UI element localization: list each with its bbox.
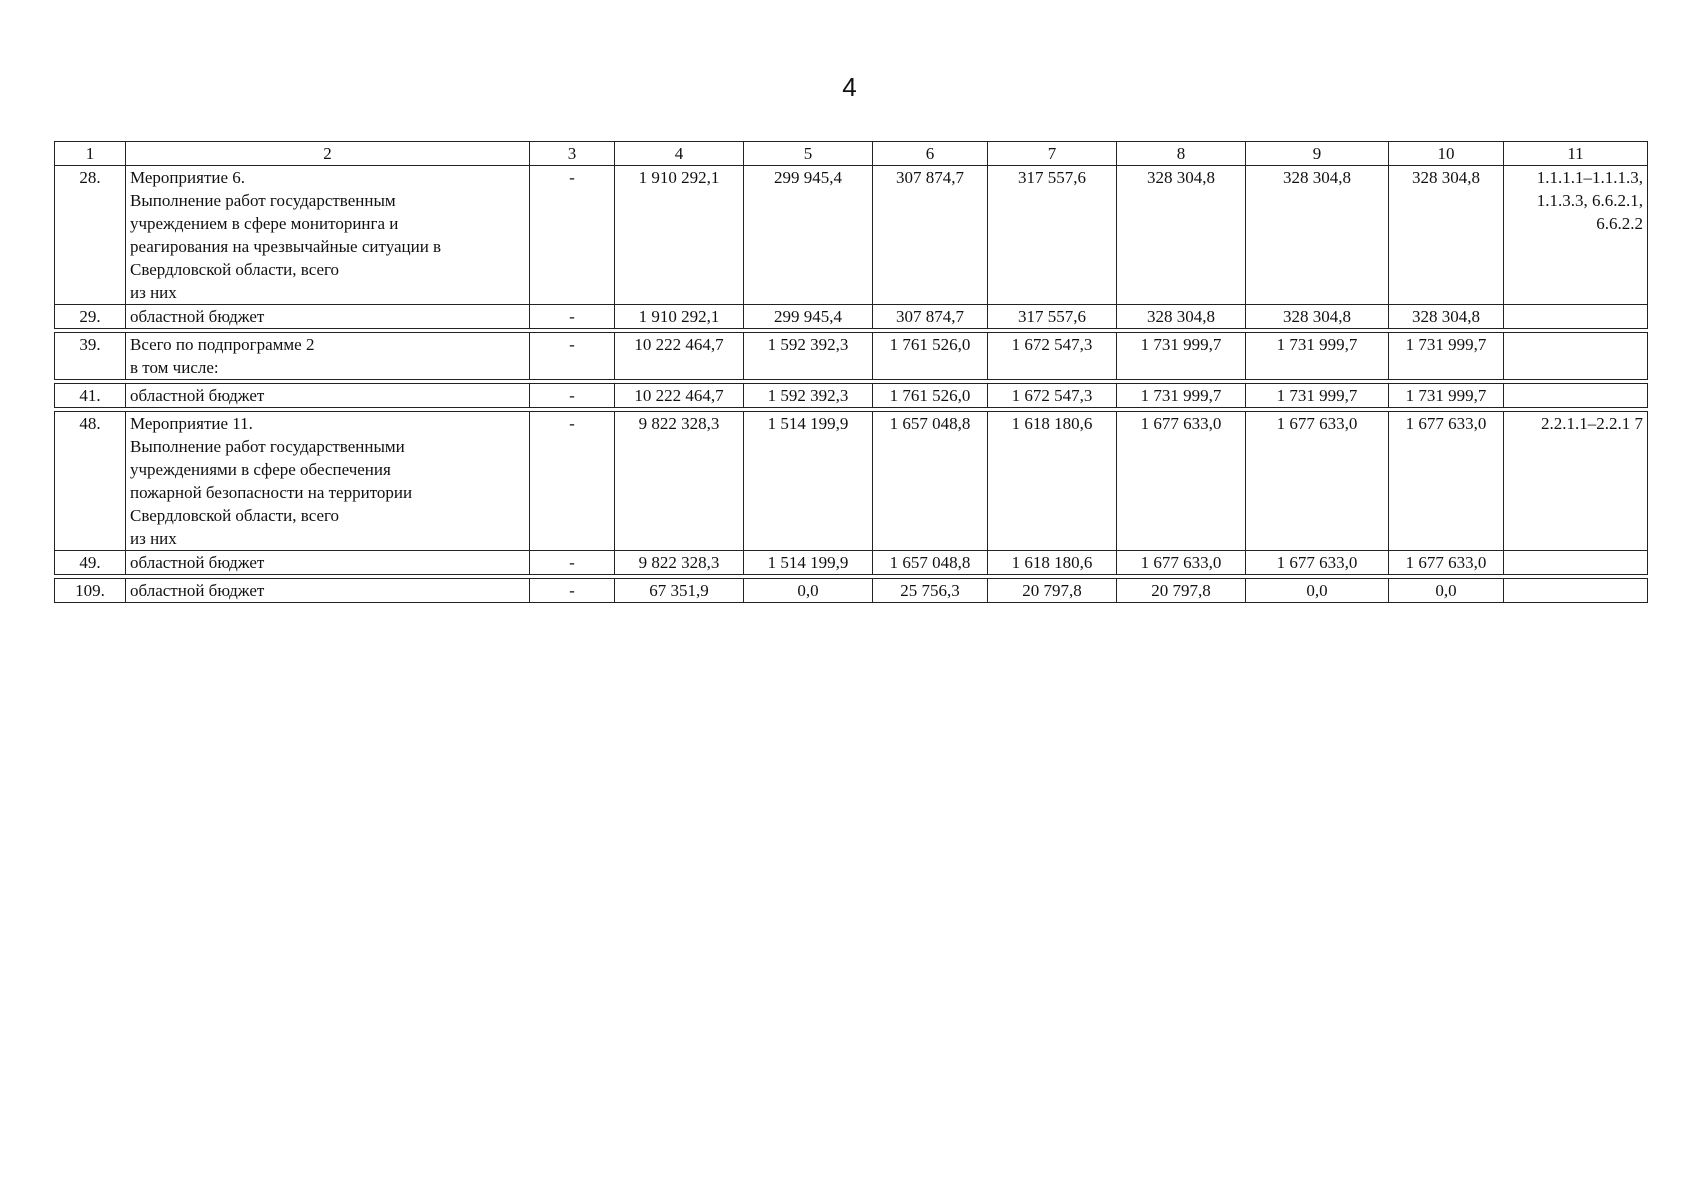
value-cell: 328 304,8 (1246, 166, 1389, 305)
row-name-line: пожарной безопасности на территории (130, 483, 413, 502)
value-cell: 1 618 180,6 (988, 551, 1117, 575)
value-cell: 328 304,8 (1117, 305, 1246, 329)
header-row (55, 142, 1648, 166)
value-cell: 1 672 547,3 (988, 384, 1117, 408)
row-reference (1504, 384, 1648, 408)
row-number: 49. (55, 551, 126, 575)
value-cell: 1 677 633,0 (1389, 412, 1504, 551)
header-cell: 5 (744, 142, 873, 166)
row-name (126, 305, 530, 329)
reference-line: 2.2.1.1–2.2.1 7 (1541, 414, 1643, 433)
row-reference (1504, 551, 1648, 575)
row-col3: - (530, 384, 615, 408)
header-cell: 4 (615, 142, 744, 166)
value-cell: 9 822 328,3 (615, 412, 744, 551)
row-reference (1504, 166, 1648, 305)
value-cell: 317 557,6 (988, 166, 1117, 305)
value-cell: 1 672 547,3 (988, 333, 1117, 380)
value-cell: 10 222 464,7 (615, 333, 744, 380)
row-number: 39. (55, 333, 126, 380)
row-col3: - (530, 166, 615, 305)
header-cell: 6 (873, 142, 988, 166)
value-cell: 1 677 633,0 (1117, 551, 1246, 575)
row-name (126, 551, 530, 575)
value-cell: 328 304,8 (1389, 166, 1504, 305)
value-cell: 1 592 392,3 (744, 384, 873, 408)
reference-line: 1.1.3.3, 6.6.2.1, (1536, 191, 1643, 210)
table-row (55, 551, 1648, 575)
row-reference (1504, 579, 1648, 603)
row-name-line: областной бюджет (130, 307, 265, 326)
header-cell: 8 (1117, 142, 1246, 166)
row-col3: - (530, 333, 615, 380)
row-col3: - (530, 305, 615, 329)
table-row (55, 305, 1648, 329)
row-number: 48. (55, 412, 126, 551)
value-cell: 1 910 292,1 (615, 305, 744, 329)
value-cell: 1 677 633,0 (1117, 412, 1246, 551)
row-reference (1504, 333, 1648, 380)
row-reference (1504, 305, 1648, 329)
row-name-line: Мероприятие 6. (130, 168, 246, 187)
row-col3: - (530, 412, 615, 551)
row-number: 29. (55, 305, 126, 329)
value-cell: 20 797,8 (988, 579, 1117, 603)
row-name (126, 333, 530, 380)
value-cell: 1 731 999,7 (1246, 333, 1389, 380)
value-cell: 1 657 048,8 (873, 551, 988, 575)
value-cell: 1 731 999,7 (1389, 333, 1504, 380)
row-number: 109. (55, 579, 126, 603)
row-name-line: в том числе: (130, 358, 219, 377)
row-name-line: Выполнение работ государственными (130, 437, 405, 456)
header-cell: 1 (55, 142, 126, 166)
table-row (55, 166, 1648, 305)
value-cell: 307 874,7 (873, 305, 988, 329)
reference-line: 6.6.2.2 (1596, 214, 1643, 233)
row-number: 28. (55, 166, 126, 305)
value-cell: 1 677 633,0 (1246, 412, 1389, 551)
value-cell: 1 514 199,9 (744, 551, 873, 575)
value-cell: 1 731 999,7 (1117, 384, 1246, 408)
row-name-line: из них (130, 283, 177, 302)
header-cell: 9 (1246, 142, 1389, 166)
row-name (126, 579, 530, 603)
value-cell: 25 756,3 (873, 579, 988, 603)
value-cell: 1 731 999,7 (1389, 384, 1504, 408)
value-cell: 0,0 (1246, 579, 1389, 603)
value-cell: 1 592 392,3 (744, 333, 873, 380)
row-name (126, 412, 530, 551)
table-body (55, 142, 1648, 603)
value-cell: 1 514 199,9 (744, 412, 873, 551)
table-row (55, 384, 1648, 408)
value-cell: 67 351,9 (615, 579, 744, 603)
row-name-line: Мероприятие 11. (130, 414, 253, 433)
value-cell: 299 945,4 (744, 166, 873, 305)
header-cell: 2 (126, 142, 530, 166)
value-cell: 328 304,8 (1389, 305, 1504, 329)
value-cell: 1 761 526,0 (873, 333, 988, 380)
row-number: 41. (55, 384, 126, 408)
value-cell: 1 618 180,6 (988, 412, 1117, 551)
header-cell: 10 (1389, 142, 1504, 166)
row-name-line: Выполнение работ государственным (130, 191, 396, 210)
row-name-line: областной бюджет (130, 581, 265, 600)
row-name-line: областной бюджет (130, 553, 265, 572)
value-cell: 1 677 633,0 (1246, 551, 1389, 575)
reference-line: 1.1.1.1–1.1.1.3, (1536, 168, 1643, 187)
row-name-line: областной бюджет (130, 386, 265, 405)
value-cell: 307 874,7 (873, 166, 988, 305)
value-cell: 1 910 292,1 (615, 166, 744, 305)
page-number: 4 (842, 72, 857, 102)
row-col3: - (530, 551, 615, 575)
value-cell: 317 557,6 (988, 305, 1117, 329)
row-col3: - (530, 579, 615, 603)
value-cell: 20 797,8 (1117, 579, 1246, 603)
row-reference (1504, 412, 1648, 551)
row-name (126, 384, 530, 408)
value-cell: 299 945,4 (744, 305, 873, 329)
row-name-line: Всего по подпрограмме 2 (130, 335, 315, 354)
value-cell: 1 677 633,0 (1389, 551, 1504, 575)
row-name-line: Свердловской области, всего (130, 506, 340, 525)
row-name-line: учреждениями в сфере обеспечения (130, 460, 391, 479)
row-name (126, 166, 530, 305)
value-cell: 10 222 464,7 (615, 384, 744, 408)
row-name-line: реагирования на чрезвычайные ситуации в (130, 237, 442, 256)
table-row (55, 333, 1648, 380)
table-row (55, 412, 1648, 551)
value-cell: 9 822 328,3 (615, 551, 744, 575)
header-cell: 3 (530, 142, 615, 166)
header-cell: 7 (988, 142, 1117, 166)
value-cell: 1 731 999,7 (1246, 384, 1389, 408)
header-cell: 11 (1504, 142, 1648, 166)
row-name-line: из них (130, 529, 177, 548)
value-cell: 328 304,8 (1246, 305, 1389, 329)
table-row (55, 579, 1648, 603)
value-cell: 0,0 (1389, 579, 1504, 603)
budget-table (54, 141, 1648, 603)
value-cell: 328 304,8 (1117, 166, 1246, 305)
value-cell: 0,0 (744, 579, 873, 603)
value-cell: 1 731 999,7 (1117, 333, 1246, 380)
row-name-line: Свердловской области, всего (130, 260, 340, 279)
row-name-line: учреждением в сфере мониторинга и (130, 214, 399, 233)
value-cell: 1 657 048,8 (873, 412, 988, 551)
value-cell: 1 761 526,0 (873, 384, 988, 408)
